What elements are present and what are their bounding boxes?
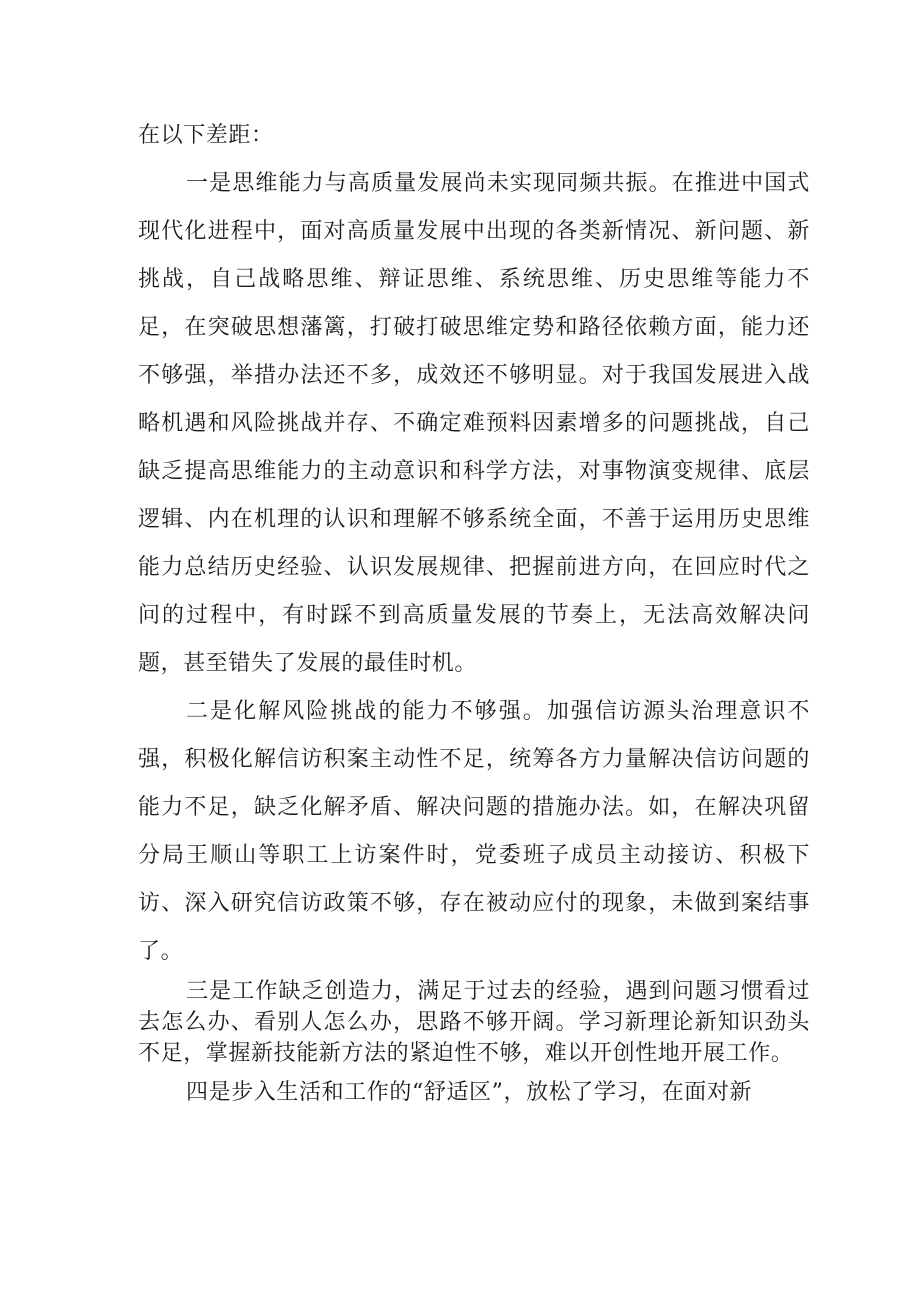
paragraph-point-3: 三是工作缺乏创造力，满足于过去的经验，遇到问题习惯看过去怎么办、看别人怎么办，思路不够开阔。学习新理论新知识劲头不足，掌握新技能新方法的紧迫性不够，难以开创性地开展工作。 [138,979,810,1066]
paragraph-intro: 在以下差距： [138,123,274,148]
paragraph-point-2: 二是化解风险挑战的能力不够强。加强信访源头治理意识不强，积极化解信访积案主动性不足，统筹各方力量解决信访问题的能力不足，缺乏化解矛盾、解决问题的措施办法。如，在解决巩留分局王顺山等职工上访案件时，党委班子成员主动接访、积极下访、深入研究信访政策不够，存在被动应付的现象，未做到案结事了。 [138,699,810,964]
document-body [138,112,810,1117]
paragraph-point-1: 一是思维能力与高质量发展尚未实现同频共振。在推进中国式现代化进程中，面对高质量发展中出现的各类新情况、新问题、新挑战，自己战略思维、辩证思维、系统思维、历史思维等能力不足，在突破思想藩篱，打破打破思维定势和路径依赖方面，能力还不够强，举措办法还不多，成效还不够明显。对于我国发展进入战略机遇和风险挑战并存、不确定难预料因素增多的问题挑战，自己缺乏提高思维能力的主动意识和科学方法，对事物演变规律、底层逻辑、内在机理的认识和理解不够系统全面，不善于运用历史思维能力总结历史经验、认识发展规律、把握前进方向，在回应时代之问的过程中，有时踩不到高质量发展的节奏上，无法高效解决问题，甚至错失了发展的最佳时机。 [138,171,810,676]
paragraph-point-4: 四是步入生活和工作的“舒适区”，放松了学习，在面对新 [186,1080,753,1105]
